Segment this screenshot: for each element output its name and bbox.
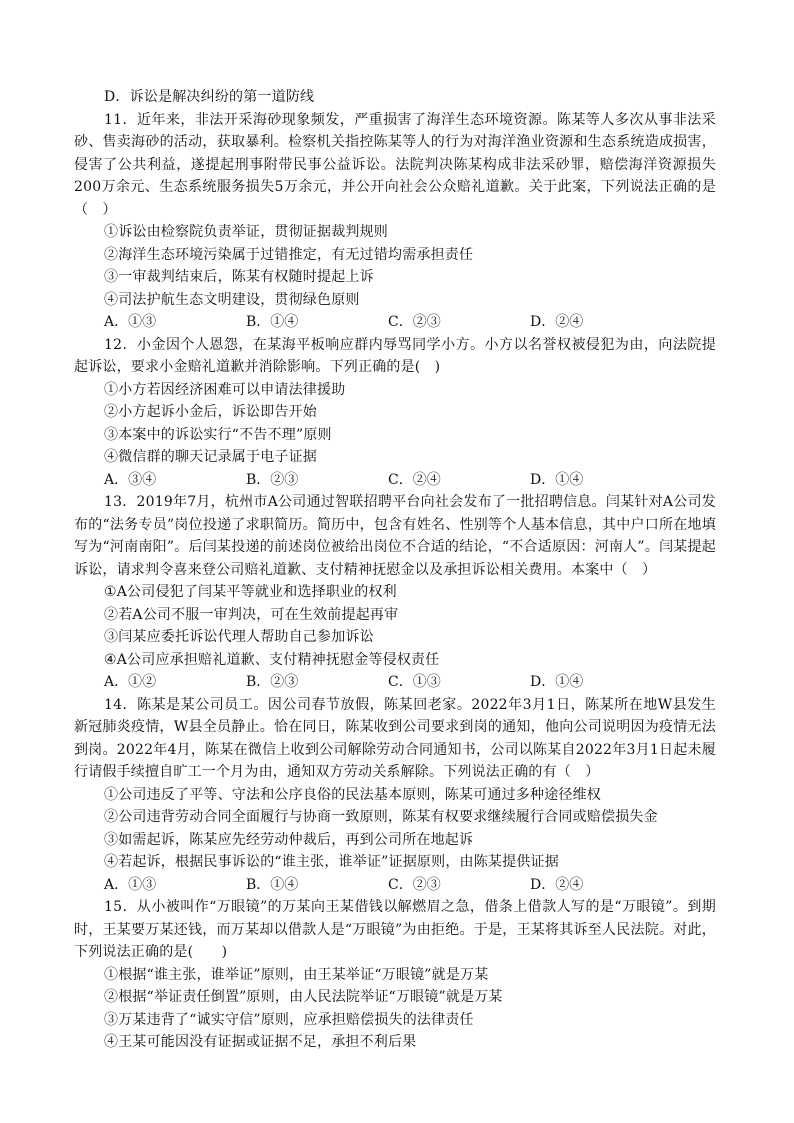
option-c: C．①③ [388, 674, 441, 690]
answer-options [104, 311, 716, 334]
question-15 [74, 896, 716, 1054]
statement-item: ③万某违背了“诚实守信”原则，应承担赔偿损失的法律责任 [104, 1011, 474, 1028]
statement-item: ①小方若因经济困难可以申请法律援助 [104, 381, 346, 398]
statement-item: ②公司违背劳动合同全面履行与协商一致原则，陈某有权要求继续履行合同或赔偿损失金 [104, 809, 658, 825]
option-c: C．②④ [388, 471, 441, 488]
statement-item: ④王某可能因没有证据或证据不足，承担不利后果 [104, 1034, 417, 1050]
statement-item: ②根据“举证责任倒置”原则，由人民法院举证“万眼镜”就是万某 [104, 989, 503, 1005]
question-stem: 14．陈某是某公司员工。因公司春节放假，陈某回老家。2022年3月1日，陈某所在地W县发生新冠肺炎疫情，W县全员静止。恰在同日，陈某收到公司要求到岗的通知，他向公司说明因为疫情无法到岗。2022年4月，陈某在微信上收到公司解除劳动合同通知书，公司以陈某自2022年3月1日起未履行请假手续擅自旷工一个月为由，通知双方劳动关系解除。下列说法正确的有（ ） [74, 696, 716, 780]
question-stem: 11．近年来，非法开采海砂现象频发，严重损害了海洋生态环境资源。陈某等人多次从事非法采砂、售卖海砂的活动，获取暴利。检察机关指控陈某等人的行为对海洋渔业资源和生态系统造成损害，侵害了公共利益，遂提起刑事附带民事公益诉讼。法院判决陈某构成非法采砂罪，赔偿海洋资源损失200万余元、生态系统服务损失5万余元，并公开向社会公众赔礼道歉。关于此案，下列说法正确的是（ ） [74, 111, 716, 218]
statement-item: ②若A公司不服一审判决，可在生效前提起再审 [104, 606, 399, 623]
statement-item: ④若起诉，根据民事诉讼的“谁主张，谁举证”证据原则，由陈某提供证据 [104, 854, 559, 870]
answer-options [104, 671, 716, 694]
statement-item: ③一审裁判结束后，陈某有权随时提起上诉 [104, 269, 374, 285]
option-d: D．②④ [530, 876, 584, 893]
option-c: C．②③ [388, 876, 441, 893]
statement-item: ②小方起诉小金后，诉讼即告开始 [104, 404, 317, 420]
option-a: A．③④ [104, 471, 157, 488]
answer-options [104, 469, 716, 492]
statement-item: ③闫某应委托诉讼代理人帮助自己参加诉讼 [104, 629, 374, 645]
option-d: D．①④ [530, 674, 584, 690]
previous-option-d: D．诉讼是解决纠纷的第一道防线 [104, 89, 315, 105]
statement-item: ①诉讼由检察院负责举证，贯彻证据裁判规则 [104, 224, 388, 240]
option-c: C．②③ [388, 314, 441, 330]
statement-item: ①公司违反了平等、守法和公序良俗的民法基本原则，陈某可通过多种途径维权 [104, 786, 601, 803]
question-11 [74, 109, 716, 334]
statement-item: ④司法护航生态文明建设，贯彻绿色原则 [104, 291, 360, 308]
option-b: B．①④ [246, 876, 299, 893]
statement-item: ③如需起诉，陈某应先经劳动仲裁后，再到公司所在地起诉 [104, 831, 474, 848]
question-12 [74, 334, 716, 492]
option-b: B．②③ [246, 674, 299, 690]
option-a: A．①③ [104, 876, 157, 893]
page-content [74, 86, 716, 1054]
question-stem: 12．小金因个人恩怨，在某海平板响应群内辱骂同学小方。小方以名誉权被侵犯为由，向法院提起诉讼，要求小金赔礼道歉并消除影响。下列正确的是( ) [74, 336, 716, 375]
question-13 [74, 491, 716, 694]
answer-options [104, 874, 716, 897]
option-b: B．②③ [246, 471, 299, 488]
statement-item: ①A公司侵犯了闫某平等就业和选择职业的权利 [104, 584, 397, 600]
statement-item: ④A公司应承担赔礼道歉、支付精神抚慰金等侵权责任 [104, 651, 440, 668]
option-d: D．②④ [530, 314, 584, 330]
statement-item: ①根据“谁主张，谁举证”原则，由王某举证“万眼镜”就是万某 [104, 966, 489, 983]
option-a: A．①② [104, 674, 157, 690]
statement-item: ②海洋生态环境污染属于过错推定，有无过错均需承担责任 [104, 246, 474, 263]
option-a: A．①③ [104, 314, 157, 330]
question-14 [74, 694, 716, 897]
option-d: D．①④ [530, 471, 584, 488]
question-stem: 13．2019年7月，杭州市A公司通过智联招聘平台向社会发布了一批招聘信息。闫某针对A公司发布的“法务专员”岗位投递了求职简历。简历中，包含有姓名、性别等个人基本信息，其中户口所在地填写为“河南南阳”。后闫某投递的前述岗位被给出岗位不合适的结论，“不合适原因：河南人”。闫某提起诉讼，请求判令喜来登公司赔礼道歉、支付精神抚慰金以及承担诉讼相关费用。本案中（ ） [74, 494, 716, 578]
statement-item: ③本案中的诉讼实行“不告不理”原则 [104, 426, 332, 443]
statement-item: ④微信群的聊天记录属于电子证据 [104, 449, 317, 465]
question-stem: 15．从小被叫作“万眼镜”的万某向王某借钱以解燃眉之急，借条上借款人写的是“万眼镜”。到期时，王某要万某还钱，而万某却以借款人是“万眼镜”为由拒绝。于是，王某将其诉至人民法院。对此，下列说法正确的是( ) [74, 899, 716, 960]
option-b: B．①④ [246, 314, 299, 330]
